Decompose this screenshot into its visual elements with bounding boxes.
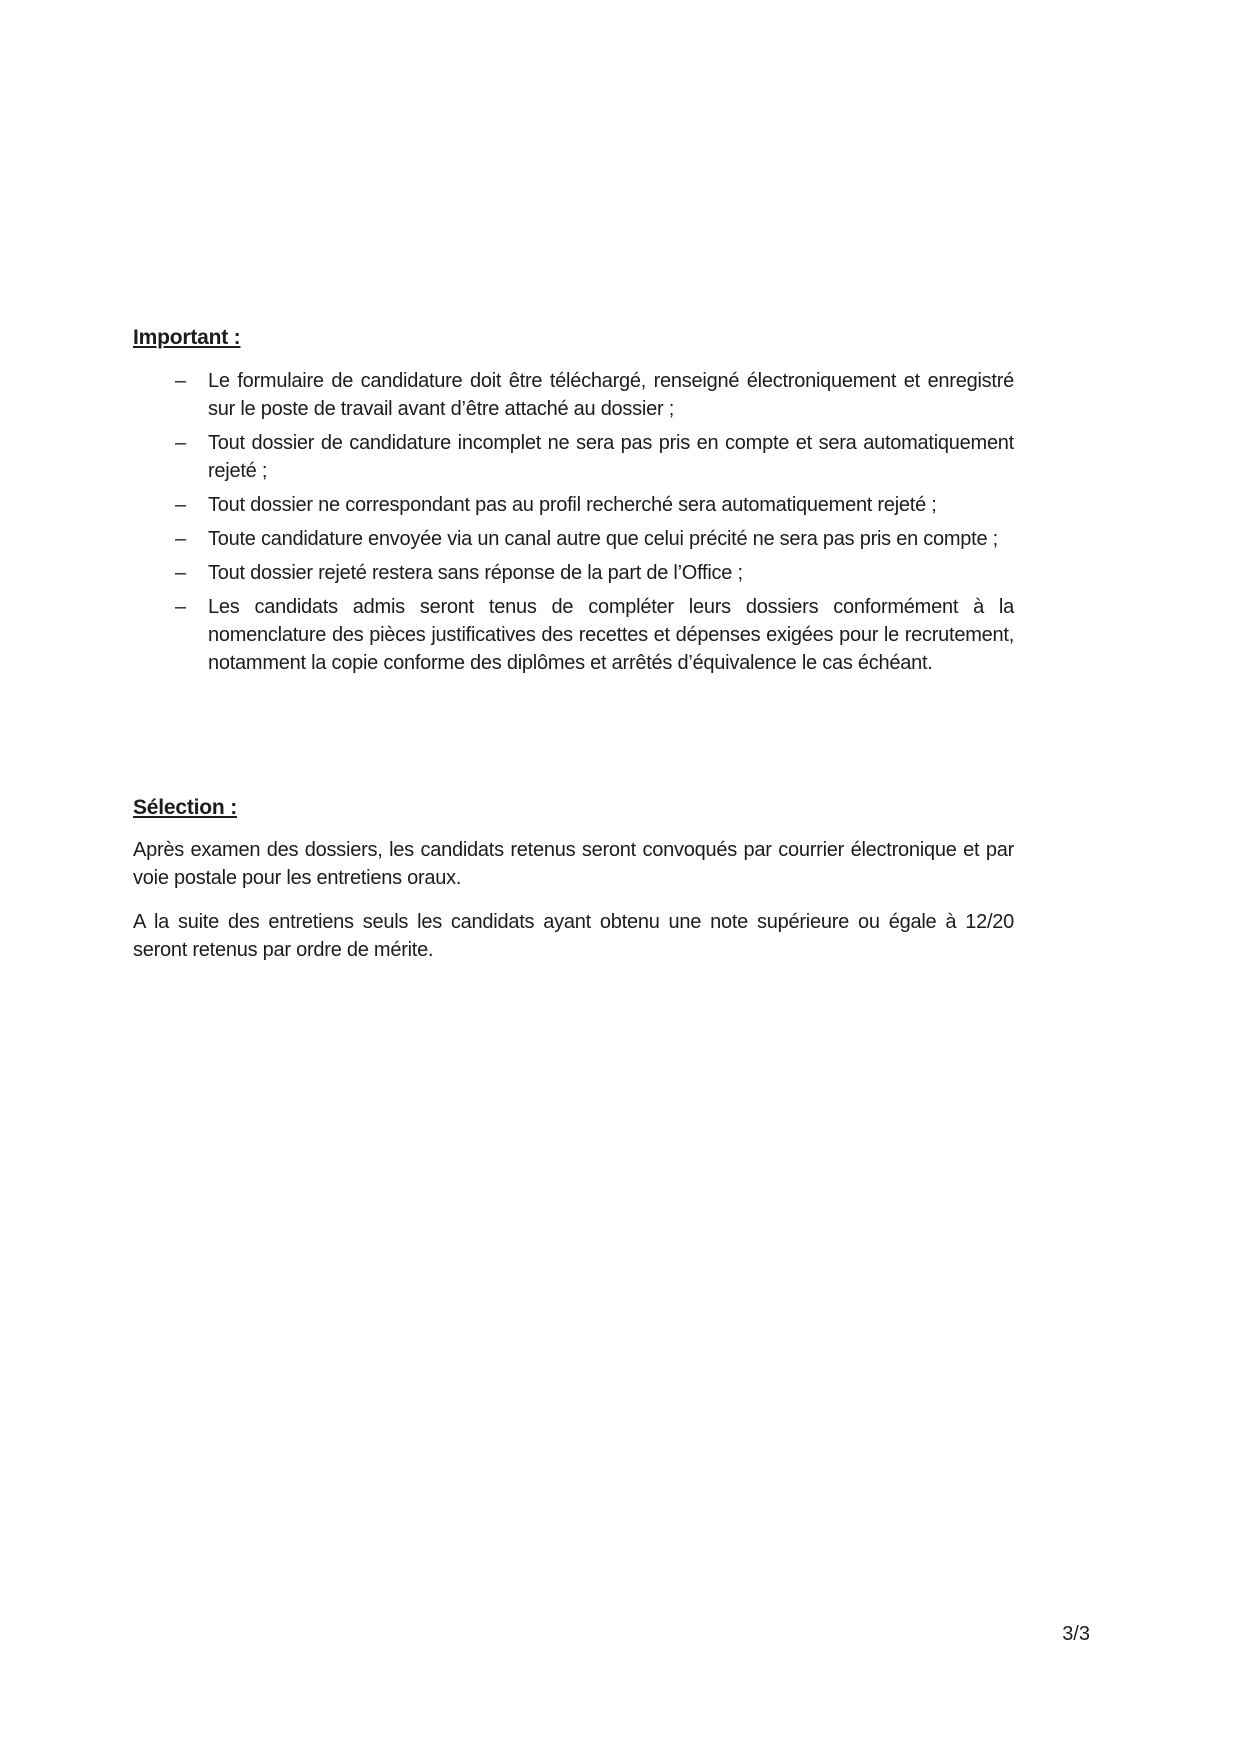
section-heading-selection: Sélection : — [133, 796, 237, 819]
important-bullet-list — [133, 367, 1014, 683]
section-heading-important: Important : — [133, 326, 241, 349]
list-item-text: Tout dossier ne correspondant pas au profil recherché sera automatiquement rejeté ; — [208, 494, 937, 516]
list-item — [133, 491, 1014, 519]
bullet-dash-icon: – — [175, 528, 187, 550]
list-item — [133, 559, 1014, 587]
bullet-dash-icon: – — [175, 432, 187, 454]
list-item-text: Les candidats admis seront tenus de compléter leurs dossiers conformément à la nomenclature des pièces justificatives des recettes et dépenses exigées pour le recrutement, notamment la copie conforme des diplômes et arrêtés d’équivalence le cas échéant. — [208, 596, 1014, 674]
page-number: 3/3 — [1062, 1623, 1090, 1645]
bullet-dash-icon: – — [175, 562, 187, 584]
list-item-text: Toute candidature envoyée via un canal autre que celui précité ne sera pas pris en compte ; — [208, 528, 998, 550]
bullet-dash-icon: – — [175, 596, 187, 618]
list-item-text: Le formulaire de candidature doit être téléchargé, renseigné électroniquement et enregistré sur le poste de travail avant d’être attaché au dossier ; — [208, 370, 1014, 420]
selection-paragraph: A la suite des entretiens seuls les candidats ayant obtenu une note supérieure ou égale à 12/20 seront retenus par ordre de mérite. — [133, 911, 1014, 961]
list-item — [133, 593, 1014, 677]
bullet-dash-icon: – — [175, 370, 187, 392]
list-item — [133, 367, 1014, 423]
selection-paragraph: Après examen des dossiers, les candidats retenus seront convoqués par courrier électronique et par voie postale pour les entretiens oraux. — [133, 839, 1014, 889]
list-item-text: Tout dossier rejeté restera sans réponse de la part de l’Office ; — [208, 562, 743, 584]
list-item — [133, 525, 1014, 553]
list-item — [133, 429, 1014, 485]
list-item-text: Tout dossier de candidature incomplet ne sera pas pris en compte et sera automatiquement rejeté ; — [208, 432, 1014, 482]
bullet-dash-icon: – — [175, 494, 187, 516]
